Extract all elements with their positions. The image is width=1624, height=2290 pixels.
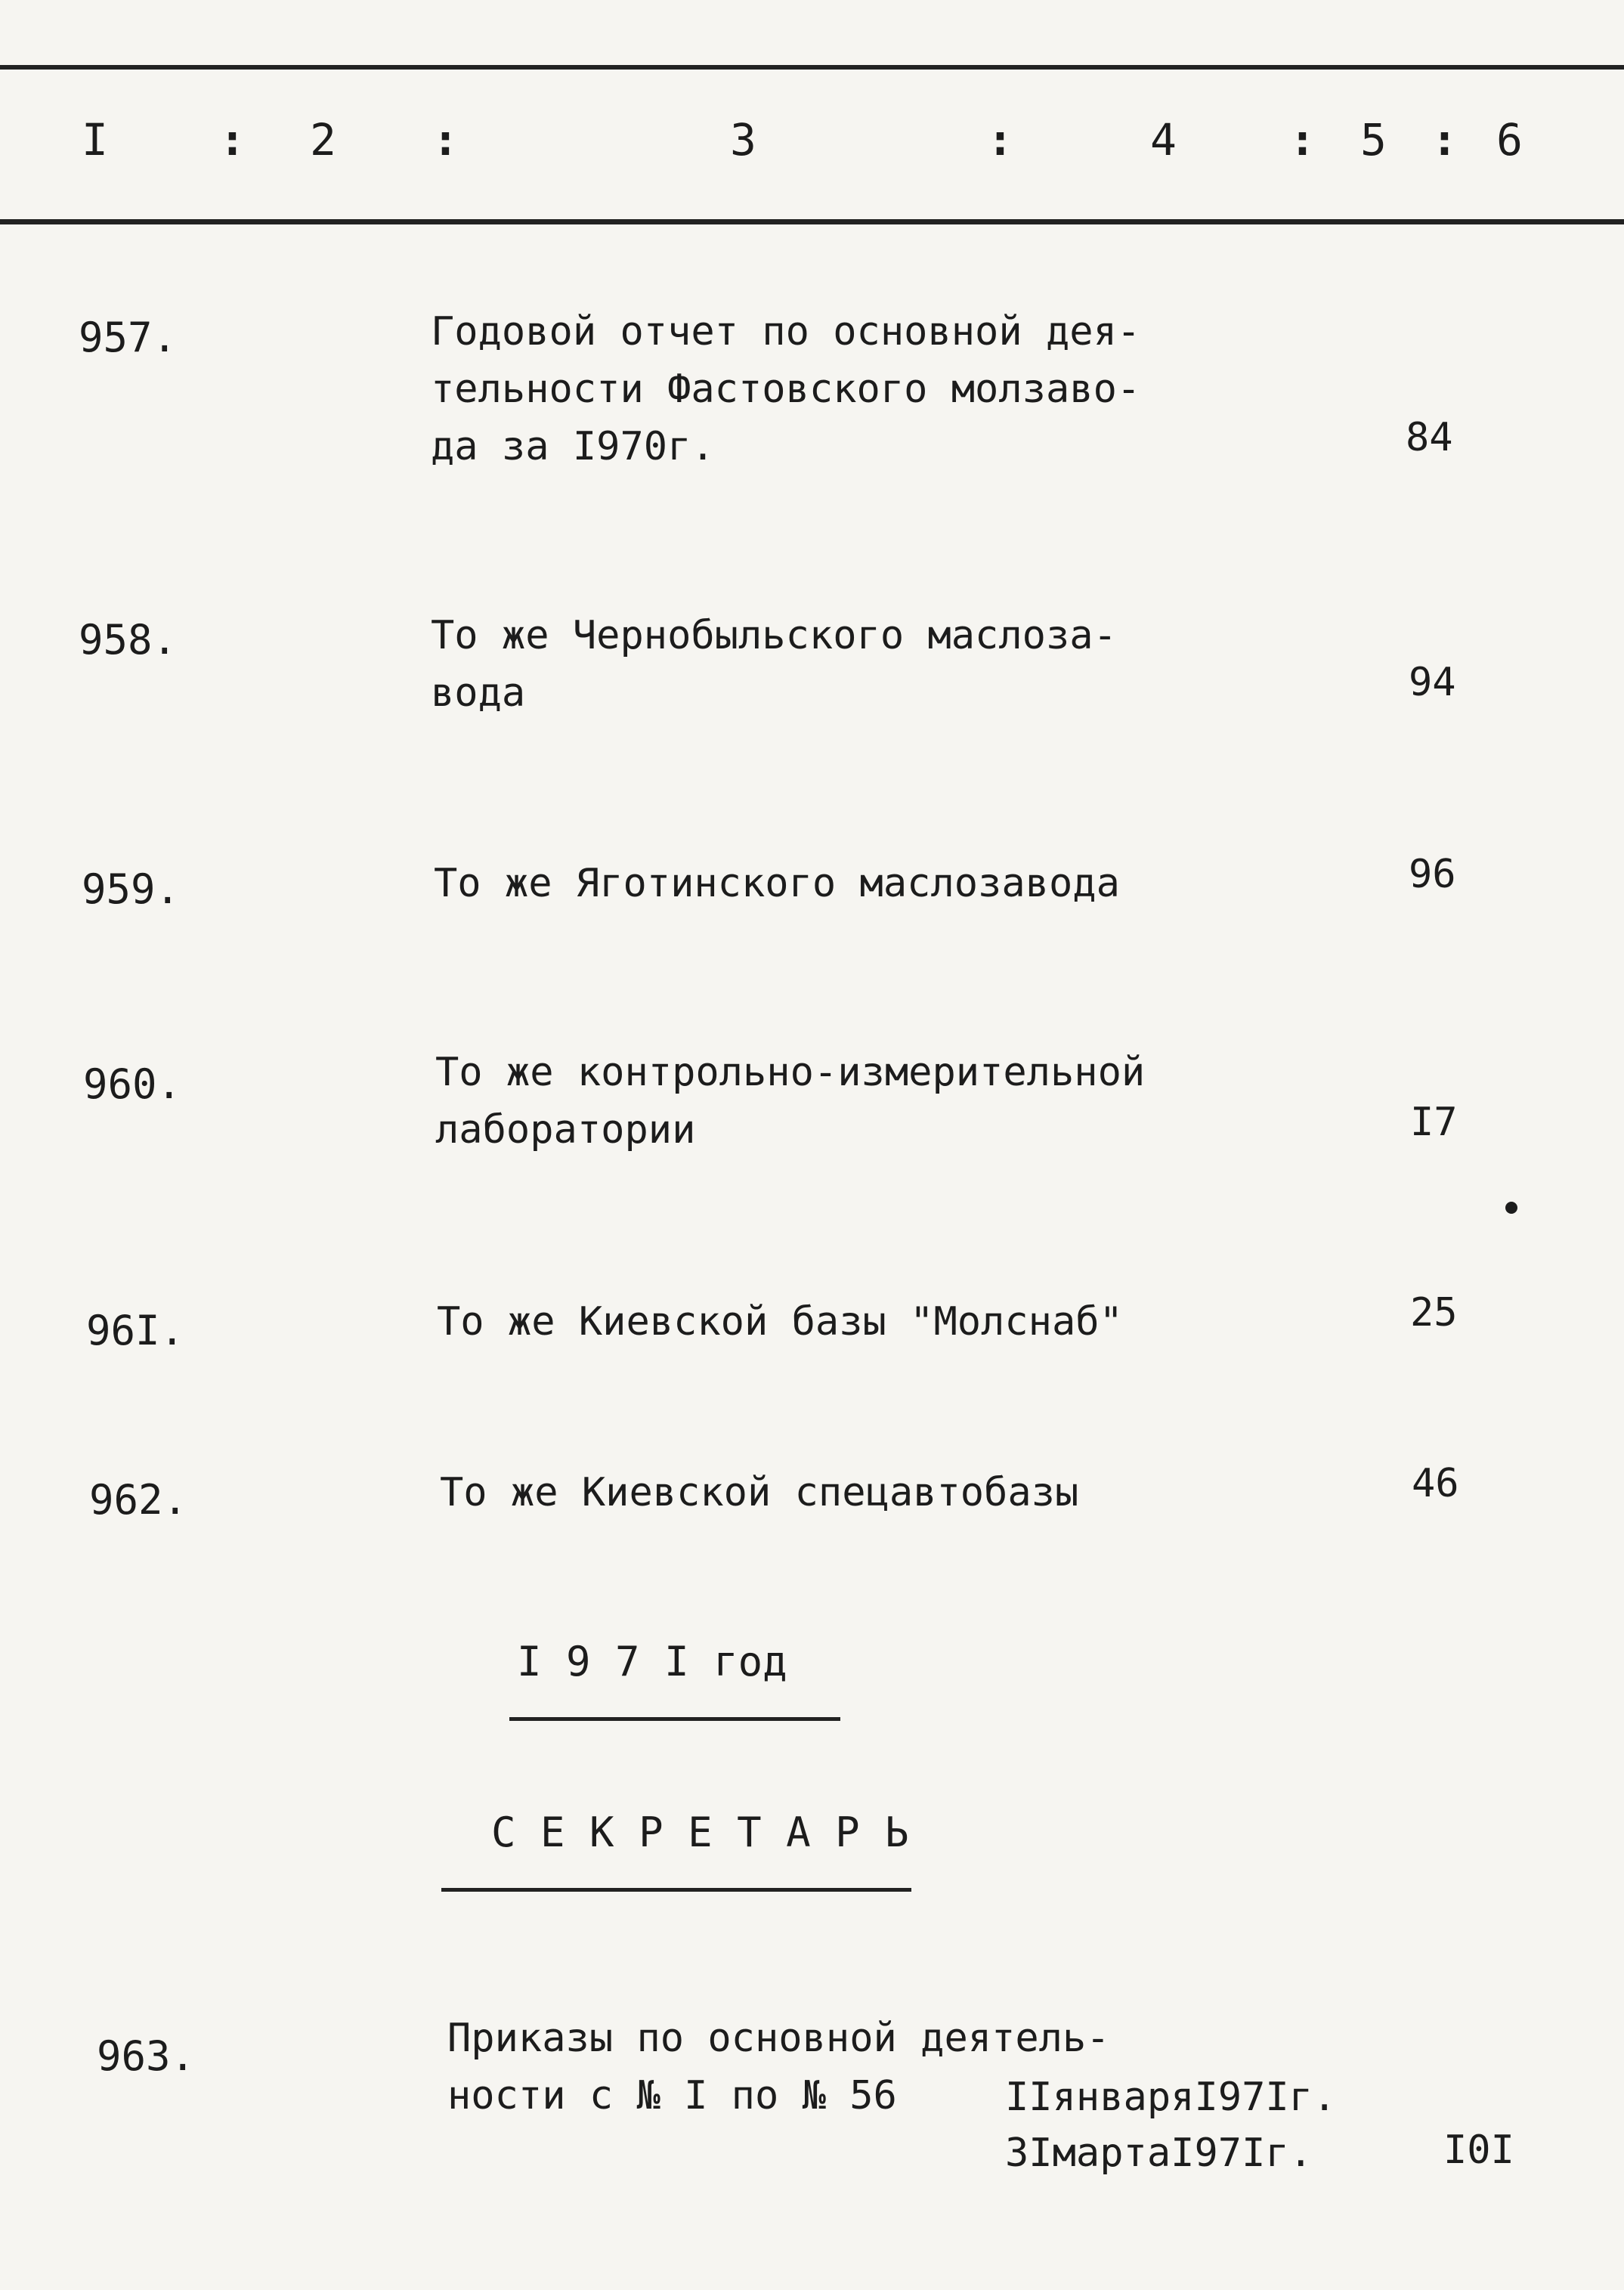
column-6-label: 6 (1496, 114, 1523, 166)
column-separator: : (1431, 114, 1458, 166)
entry-number: 958. (79, 616, 178, 664)
sheet-count: 96 (1409, 852, 1456, 897)
entry-title-line: тельности Фастовского молзаво- (431, 367, 1141, 412)
year-underline (509, 1717, 840, 1721)
column-separator: : (1289, 114, 1316, 166)
entry-title-line: лаборатории (435, 1107, 696, 1153)
sheet-count: 94 (1409, 660, 1456, 705)
header-bottom-rule (0, 219, 1624, 224)
entry-title-line: То же Киевской базы "Молснаб" (437, 1299, 1123, 1345)
entry-title-line: То же Киевской спецавтобазы (440, 1470, 1079, 1515)
column-5-label: 5 (1360, 114, 1387, 166)
sheet-count: 46 (1412, 1461, 1459, 1506)
entry-title-line: ности с № I по № 56 (447, 2073, 897, 2118)
entry-title-line: Годовой отчет по основной дея- (431, 309, 1141, 354)
column-separator: : (219, 114, 246, 166)
entry-number: 963. (97, 2032, 196, 2080)
entry-title-line: да за I970г. (431, 424, 715, 469)
entry-title-line: вода (431, 670, 526, 716)
entry-title-line: Приказы по основной деятель- (447, 2016, 1110, 2061)
year-heading: I 9 7 I год (517, 1638, 787, 1685)
entry-title-line: То же Чернобыльского маслоза- (431, 613, 1117, 658)
department-underline (441, 1888, 911, 1892)
entry-number: 957. (79, 314, 178, 361)
column-1-label: I (82, 114, 108, 166)
entry-number: 962. (89, 1476, 188, 1524)
header-top-rule (0, 65, 1624, 70)
sheet-count: 25 (1410, 1290, 1458, 1335)
entry-number: 96I. (86, 1307, 185, 1354)
column-2-label: 2 (310, 114, 336, 166)
column-separator: : (987, 114, 1013, 166)
entry-number: 959. (82, 865, 181, 913)
entry-title-line: То же контрольно-измерительной (435, 1050, 1146, 1095)
sheet-count: I7 (1410, 1100, 1458, 1145)
ink-dot (1505, 1202, 1517, 1214)
department-heading: С Е К Р Е Т А Р Ь (491, 1809, 909, 1856)
date-end: 3IмартаI97Iг. (1005, 2131, 1313, 2176)
sheet-count: I0I (1443, 2128, 1514, 2173)
column-separator: : (432, 114, 459, 166)
entry-title-line: То же Яготинского маслозавода (434, 861, 1120, 906)
column-4-label: 4 (1150, 114, 1177, 166)
entry-number: 960. (83, 1060, 182, 1108)
sheet-count: 84 (1406, 415, 1453, 460)
column-3-label: 3 (730, 114, 756, 166)
date-start: IIянваряI97Iг. (1005, 2075, 1337, 2120)
